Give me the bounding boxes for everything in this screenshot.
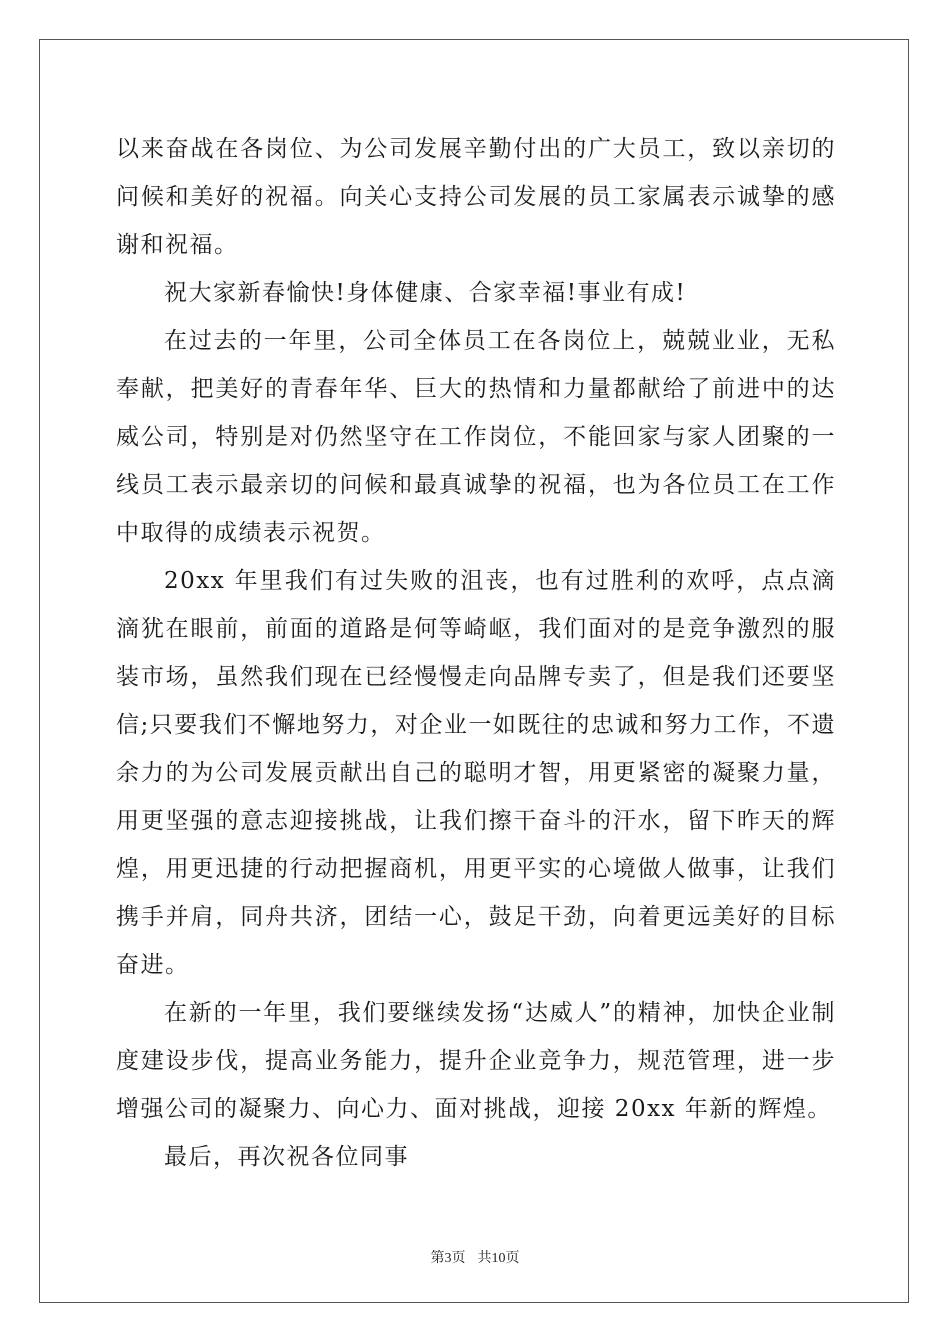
paragraph-closing: 最后，再次祝各位同事 <box>164 1144 409 1170</box>
paragraph-20xx-review: 20xx 年里我们有过失败的沮丧，也有过胜利的欢呼，点点滴滴犹在眼前，前面的道路是何等崎岖，我们面对的是竞争激烈的服装市场，虽然我们现在已经慢慢走向品牌专卖了，但是我们还要坚信;只要我们不懈地努力，对企业一如既往的忠诚和努力工作，不遗余力的为公司发展贡献出自己的聪明才智，用更紧密的凝聚力量，用更坚强的意志迎接挑战，让我们擦干奋斗的汗水，留下昨天的辉煌，用更迅捷的行动把握商机，用更平实的心境做人做事，让我们携手并肩，同舟共济，团结一心，鼓足干劲，向着更远美好的目标奋进。 <box>116 568 836 978</box>
page-number-total: 共10页 <box>477 1251 520 1266</box>
page-footer <box>0 1247 950 1267</box>
document-body <box>116 125 836 1181</box>
page-number-current: 第3页 <box>430 1251 466 1266</box>
paragraph-new-year-plan: 在新的一年里，我们要继续发扬“达威人”的精神，加快企业制度建设步伐，提高业务能力，提升企业竞争力，规范管理，进一步增强公司的凝聚力、向心力、面对挑战，迎接 20xx 年新的辉煌。 <box>116 1000 836 1122</box>
paragraph-past-year: 在过去的一年里，公司全体员工在各岗位上，兢兢业业，无私奉献，把美好的青春年华、巨大的热情和力量都献给了前进中的达威公司，特别是对仍然坚守在工作岗位，不能回家与家人团聚的一线员工表示最亲切的问候和最真诚挚的祝福，也为各位员工在工作中取得的成绩表示祝贺。 <box>116 328 836 546</box>
paragraph-new-year-wishes: 祝大家新春愉快!身体健康、合家幸福!事业有成! <box>164 280 687 306</box>
paragraph-continued: 以来奋战在各岗位、为公司发展辛勤付出的广大员工，致以亲切的问候和美好的祝福。向关心支持公司发展的员工家属表示诚挚的感谢和祝福。 <box>116 136 836 258</box>
